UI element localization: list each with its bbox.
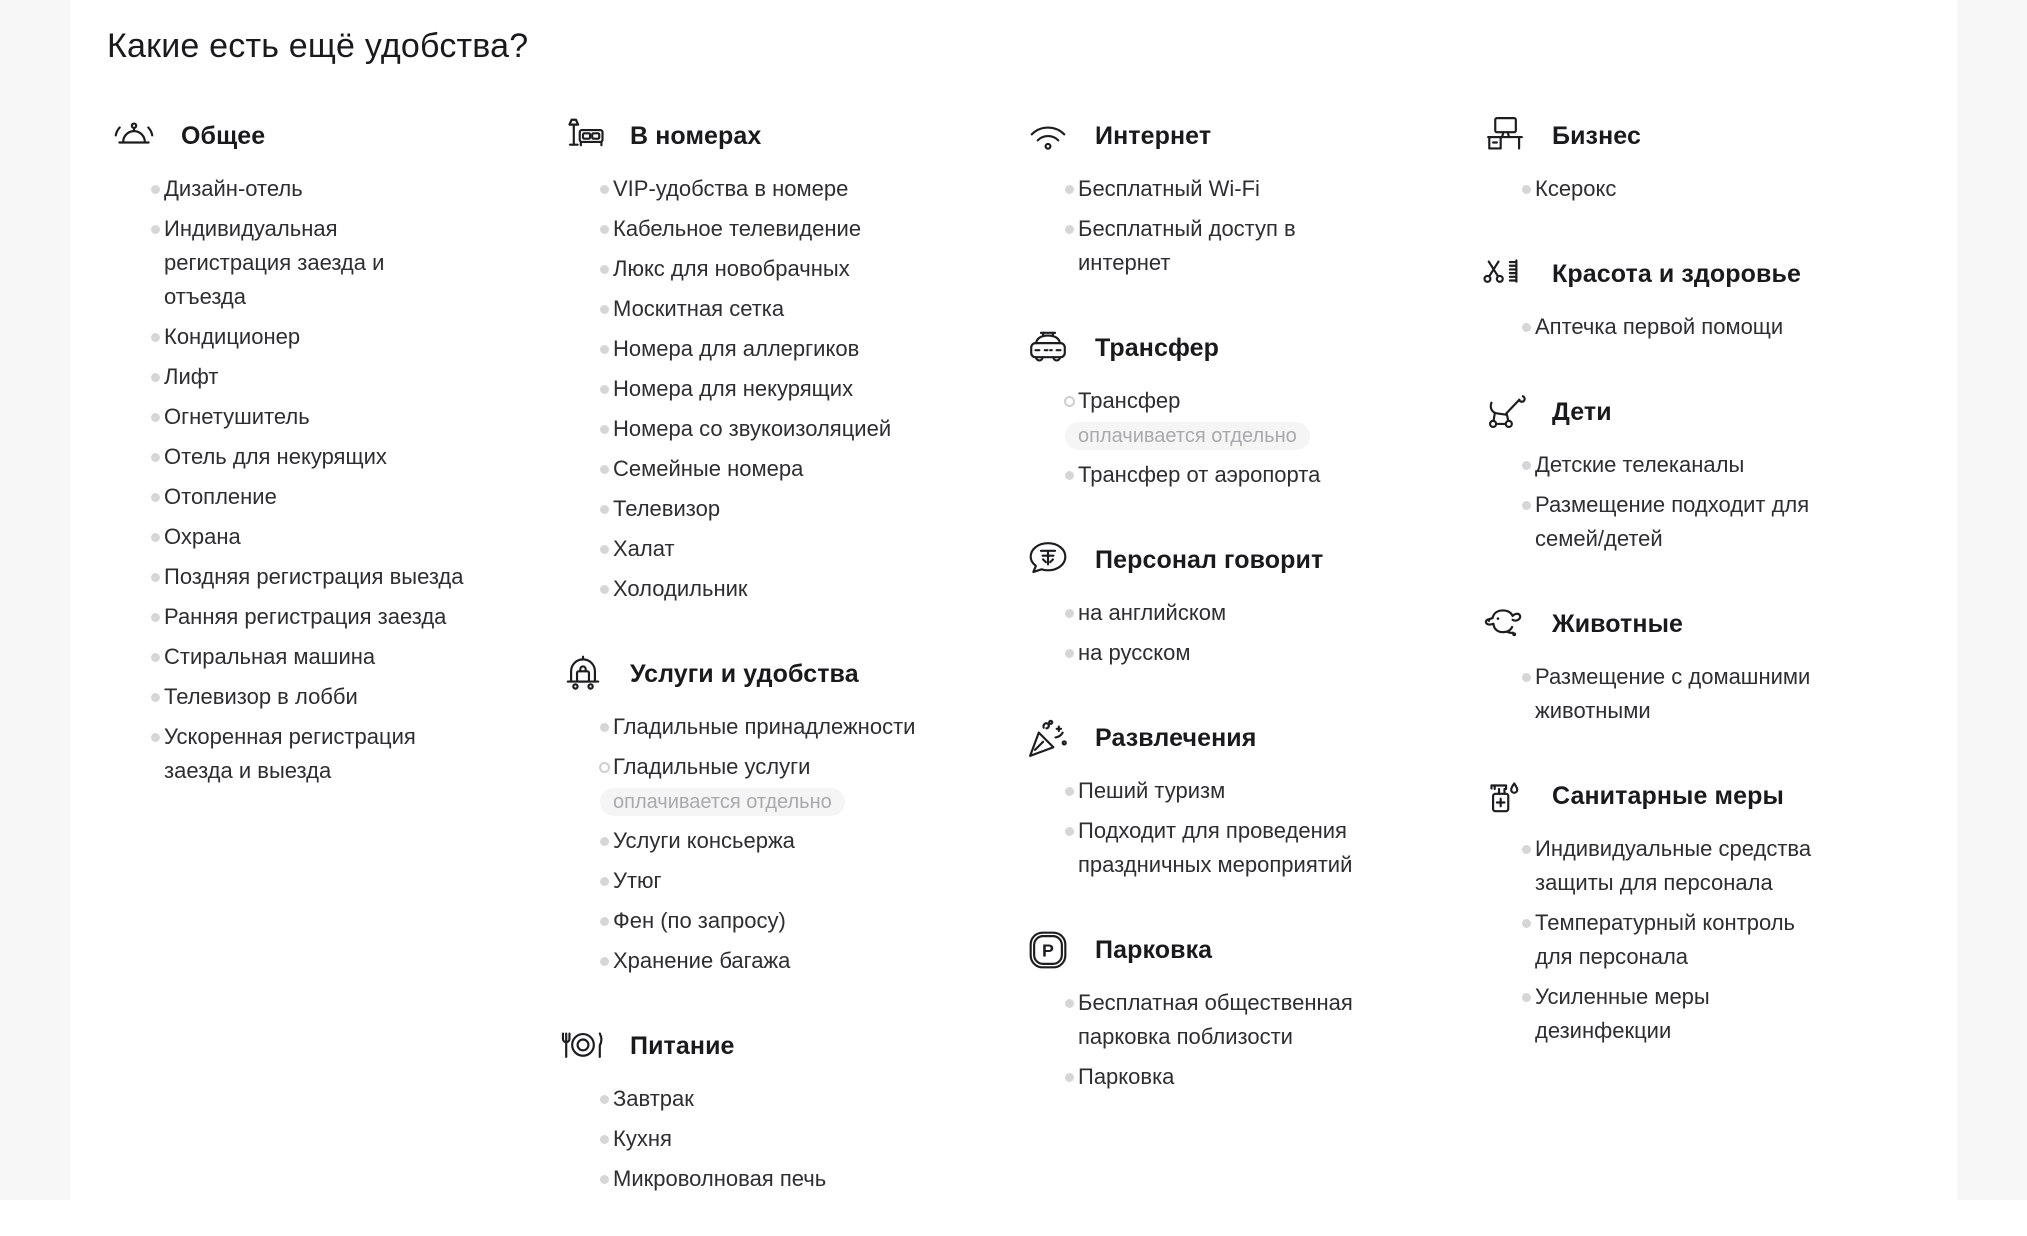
bullet-icon [1064, 396, 1075, 407]
amenity-item-label: Ранняя регистрация заезда [164, 604, 447, 629]
amenity-item-label: Хранение багажа [613, 948, 791, 973]
amenity-list [1021, 596, 1478, 670]
amenity-item-label: Бесплатный Wi-Fi [1078, 176, 1260, 201]
amenity-item [1021, 636, 1478, 670]
amenity-item [1021, 814, 1478, 882]
bullet-icon [600, 425, 609, 434]
bullet-icon [151, 733, 160, 742]
amenity-item-label: Услуги консьержа [613, 828, 795, 853]
amenity-item [556, 1122, 1021, 1156]
amenity-item-body [1078, 458, 1390, 492]
amenity-item-label: на английском [1078, 600, 1227, 625]
amenity-item [1478, 906, 1908, 974]
amenity-item-body [164, 212, 466, 314]
bullet-icon [1065, 471, 1074, 480]
amenity-item-body [1535, 906, 1835, 974]
amenity-item-body [164, 520, 466, 554]
amenity-section-header [556, 646, 1021, 702]
amenity-item-label: Размещение подходит для семей/детей [1535, 492, 1810, 551]
bullet-icon [600, 465, 609, 474]
amenity-list [1021, 774, 1478, 882]
amenity-item-label: Индивидуальная регистрация заезда и отъезда [164, 216, 385, 309]
amenity-item [556, 944, 1021, 978]
amenity-item-body [613, 1162, 973, 1196]
amenity-list [556, 1082, 1021, 1196]
bullet-icon [151, 493, 160, 502]
party-popper-icon [1021, 711, 1075, 765]
amenity-item [1478, 448, 1908, 482]
amenity-section [1478, 596, 1908, 728]
amenity-section-header [1021, 710, 1478, 766]
amenity-section-title: Бизнес [1552, 121, 1641, 150]
amenity-item [107, 560, 556, 594]
amenity-item [556, 372, 1021, 406]
amenity-section [1021, 710, 1478, 882]
amenity-section-header [107, 108, 556, 164]
bullet-icon [600, 505, 609, 514]
amenity-item-body [613, 904, 973, 938]
amenity-item-label: Ускоренная регистрация заезда и выезда [164, 724, 416, 783]
amenity-item-label: Люкс для новобрачных [613, 256, 850, 281]
amenity-item-label: Гладильные услуги [613, 754, 811, 779]
bullet-icon [151, 413, 160, 422]
stroller-icon [1478, 385, 1532, 439]
amenity-item [556, 710, 1021, 744]
amenity-section-title: Питание [630, 1031, 735, 1060]
amenity-list [1478, 660, 1908, 728]
amenity-item [556, 824, 1021, 858]
bullet-icon [600, 225, 609, 234]
bullet-icon [151, 373, 160, 382]
bullet-icon [600, 837, 609, 846]
bullet-icon [1065, 185, 1074, 194]
amenity-item-label: Подходит для проведения праздничных мероприятий [1078, 818, 1353, 877]
amenity-item-body [1535, 488, 1835, 556]
bullet-icon [1522, 673, 1531, 682]
amenity-item-body [613, 532, 973, 566]
amenity-list [1478, 310, 1908, 344]
amenity-section-title: Трансфер [1095, 333, 1220, 362]
amenity-item [1478, 172, 1908, 206]
amenity-item-body [164, 680, 466, 714]
amenity-item-body [1535, 832, 1835, 900]
amenity-item-label: на русском [1078, 640, 1191, 665]
amenity-item [556, 572, 1021, 606]
amenity-section [107, 108, 556, 788]
amenity-item-body [164, 320, 466, 354]
bullet-icon [1065, 609, 1074, 618]
amenity-item [107, 680, 556, 714]
amenity-section-header [556, 1018, 1021, 1074]
bullet-icon [151, 613, 160, 622]
amenity-item-body [613, 1122, 973, 1156]
bullet-icon [600, 345, 609, 354]
amenity-section-header [1021, 532, 1478, 588]
bullet-icon [1522, 845, 1531, 854]
amenities-column [1021, 108, 1478, 1134]
bullet-icon [600, 185, 609, 194]
bullet-icon [1065, 787, 1074, 796]
bullet-icon [1065, 225, 1074, 234]
amenity-item [107, 360, 556, 394]
amenity-item-label: Семейные номера [613, 456, 804, 481]
amenity-item [1478, 980, 1908, 1048]
amenity-item-body [1078, 384, 1390, 452]
amenity-item-label: Холодильник [613, 576, 748, 601]
amenity-item-label: Пеший туризм [1078, 778, 1226, 803]
amenity-section-header [1021, 320, 1478, 376]
amenity-section [556, 108, 1021, 606]
amenity-list [1021, 172, 1478, 280]
amenity-item-label: Аптечка первой помощи [1535, 314, 1784, 339]
amenity-item-label: Усиленные меры дезинфекции [1535, 984, 1710, 1043]
amenity-item-label: Дизайн-отель [164, 176, 303, 201]
bullet-icon [151, 573, 160, 582]
amenity-item [1478, 310, 1908, 344]
amenity-item-body [1535, 172, 1835, 206]
amenity-item-label: Микроволновая печь [613, 1166, 827, 1191]
amenity-item [556, 750, 1021, 818]
amenity-list [1478, 832, 1908, 1048]
amenity-list [1021, 986, 1478, 1094]
amenity-section-title: Санитарные меры [1552, 781, 1784, 810]
amenity-item-body [164, 600, 466, 634]
amenity-item-label: Номера со звукоизоляцией [613, 416, 892, 441]
amenity-item-label: Трансфер от аэропорта [1078, 462, 1321, 487]
amenity-item-body [1535, 980, 1835, 1048]
amenity-item-body [613, 292, 973, 326]
amenity-list [1478, 172, 1908, 206]
amenity-item-label: Телевизор [613, 496, 721, 521]
amenity-item [107, 400, 556, 434]
bullet-icon [600, 1175, 609, 1184]
bullet-icon [600, 385, 609, 394]
amenity-item-body [164, 360, 466, 394]
amenity-item-body [613, 372, 973, 406]
amenity-section [1021, 532, 1478, 670]
amenity-section-title: В номерах [630, 121, 762, 150]
wifi-icon [1021, 109, 1075, 163]
amenities-columns [107, 108, 2027, 1236]
bullet-icon [600, 1095, 609, 1104]
amenity-item-body [613, 252, 973, 286]
amenity-item-label: Поздняя регистрация выезда [164, 564, 464, 589]
bullet-icon [600, 917, 609, 926]
amenity-section-title: Парковка [1095, 935, 1213, 964]
amenity-item [1478, 832, 1908, 900]
amenity-item [556, 1082, 1021, 1116]
bullet-icon [600, 305, 609, 314]
dining-icon [556, 1019, 610, 1073]
amenity-item-label: Отель для некурящих [164, 444, 387, 469]
amenity-item-label: Огнетушитель [164, 404, 310, 429]
amenity-section-header [1021, 922, 1478, 978]
amenity-section-header [1478, 108, 1908, 164]
amenity-section [1478, 768, 1908, 1048]
amenity-item-label: Завтрак [613, 1086, 694, 1111]
amenity-item-body [613, 1082, 973, 1116]
luggage-cart-icon [556, 647, 610, 701]
amenity-item [107, 440, 556, 474]
amenity-item-body [164, 400, 466, 434]
amenity-item-body [1078, 172, 1390, 206]
bullet-icon [1065, 1073, 1074, 1082]
amenity-item-label: Кухня [613, 1126, 672, 1151]
amenity-item-label: Бесплатный доступ в интернет [1078, 216, 1296, 275]
amenity-item-label: Лифт [164, 364, 219, 389]
amenity-item-body [164, 720, 466, 788]
bullet-icon [1522, 919, 1531, 928]
amenity-item-label: Кондиционер [164, 324, 301, 349]
amenity-item-body [164, 172, 466, 206]
amenity-item [556, 172, 1021, 206]
amenity-item [1021, 774, 1478, 808]
amenity-item-label: Кабельное телевидение [613, 216, 862, 241]
amenity-item-body [164, 480, 466, 514]
amenity-item-label: Температурный контроль для персонала [1535, 910, 1795, 969]
amenity-item [1021, 172, 1478, 206]
bullet-icon [600, 1135, 609, 1144]
bullet-icon [1522, 323, 1531, 332]
amenity-item-body [1078, 212, 1390, 280]
amenity-section-header [1478, 384, 1908, 440]
amenities-column [1478, 108, 1908, 1088]
amenity-item [107, 320, 556, 354]
amenity-list [1021, 384, 1478, 492]
dog-icon [1478, 597, 1532, 651]
amenity-item-label: Детские телеканалы [1535, 452, 1745, 477]
amenity-item [556, 412, 1021, 446]
amenity-item-body [613, 452, 973, 486]
bullet-icon [1065, 999, 1074, 1008]
amenity-item-body [164, 560, 466, 594]
amenity-item-label: Халат [613, 536, 675, 561]
amenity-item-label: Индивидуальные средства защиты для персонала [1535, 836, 1812, 895]
bullet-icon [1522, 501, 1531, 510]
speech-bubble-icon [1021, 533, 1075, 587]
amenity-item-body [1078, 636, 1390, 670]
amenity-section-title: Красота и здоровье [1552, 259, 1801, 288]
bullet-icon [600, 957, 609, 966]
sanitizer-icon [1478, 769, 1532, 823]
parking-icon [1021, 923, 1075, 977]
amenity-item [556, 904, 1021, 938]
amenity-item-body [613, 492, 973, 526]
amenity-item [556, 212, 1021, 246]
scissors-comb-icon [1478, 247, 1532, 301]
business-desk-icon [1478, 109, 1532, 163]
paid-separately-badge: оплачивается отдельно [600, 788, 845, 816]
bullet-icon [151, 185, 160, 194]
amenity-section-header [1478, 768, 1908, 824]
amenity-item-body [1078, 774, 1390, 808]
amenity-section-title: Персонал говорит [1095, 545, 1324, 574]
bed-icon [556, 109, 610, 163]
bullet-icon [1522, 461, 1531, 470]
bullet-icon [1522, 185, 1531, 194]
amenity-section-header [1021, 108, 1478, 164]
amenity-section-header [1478, 246, 1908, 302]
bullet-icon [151, 653, 160, 662]
amenity-item-label: Фен (по запросу) [613, 908, 786, 933]
amenity-item [107, 640, 556, 674]
reception-bell-icon [107, 109, 161, 163]
amenity-section [1021, 320, 1478, 492]
amenity-item [556, 252, 1021, 286]
amenity-item-body [613, 172, 973, 206]
amenity-item [1021, 212, 1478, 280]
amenity-item-body [164, 440, 466, 474]
amenity-list [107, 172, 556, 788]
amenity-item [1021, 458, 1478, 492]
amenity-item [107, 212, 556, 314]
bullet-icon [151, 453, 160, 462]
amenity-item [1478, 660, 1908, 728]
amenity-item-label: Гладильные принадлежности [613, 714, 916, 739]
amenity-section-header [1478, 596, 1908, 652]
amenity-item [556, 452, 1021, 486]
amenity-item-body [1535, 660, 1835, 728]
amenity-section [1478, 108, 1908, 206]
amenity-section-title: Услуги и удобства [630, 659, 859, 688]
bullet-icon [151, 333, 160, 342]
svg-text:P: P [1042, 940, 1054, 961]
amenity-section [556, 646, 1021, 978]
amenity-item-label: Парковка [1078, 1064, 1175, 1089]
amenity-item [1478, 488, 1908, 556]
amenity-item-label: Бесплатная общественная парковка поблизости [1078, 990, 1353, 1049]
amenity-section [556, 1018, 1021, 1196]
amenity-item [556, 532, 1021, 566]
bullet-icon [1065, 827, 1074, 836]
amenity-item-body [1078, 814, 1390, 882]
amenity-item-body [1535, 310, 1835, 344]
amenity-section [1478, 384, 1908, 556]
amenity-item-label: Трансфер [1078, 388, 1181, 413]
amenity-item-label: Номера для аллергиков [613, 336, 860, 361]
amenity-item-body [613, 332, 973, 366]
amenity-item-label: Телевизор в лобби [164, 684, 358, 709]
bullet-icon [151, 693, 160, 702]
transfer-car-icon [1021, 321, 1075, 375]
amenity-item [107, 172, 556, 206]
amenity-section [1021, 108, 1478, 280]
bullet-icon [600, 585, 609, 594]
amenity-item [556, 492, 1021, 526]
amenity-item-body [613, 212, 973, 246]
amenity-item-body [613, 864, 973, 898]
amenity-item-label: Отопление [164, 484, 277, 509]
amenities-column [107, 108, 556, 828]
amenity-section-title: Развлечения [1095, 723, 1257, 752]
bullet-icon [600, 723, 609, 732]
amenity-item-body [613, 824, 973, 858]
amenity-item-label: Ксерокс [1535, 176, 1617, 201]
amenity-item [107, 520, 556, 554]
amenity-item [556, 332, 1021, 366]
amenity-item [1021, 596, 1478, 630]
amenity-item-label: Стиральная машина [164, 644, 376, 669]
amenity-list [556, 172, 1021, 606]
amenity-item-label: Москитная сетка [613, 296, 785, 321]
paid-separately-badge: оплачивается отдельно [1065, 422, 1310, 450]
amenity-item-body [1535, 448, 1835, 482]
amenity-item [107, 480, 556, 514]
amenity-item [556, 864, 1021, 898]
amenity-section-title: Животные [1552, 609, 1684, 638]
amenity-section-header [556, 108, 1021, 164]
amenity-item-body [613, 750, 973, 818]
amenity-list [556, 710, 1021, 978]
amenity-item [1021, 1060, 1478, 1094]
amenity-item [1021, 986, 1478, 1054]
amenity-item-body [1078, 596, 1390, 630]
amenity-item-body [613, 710, 973, 744]
amenity-item-label: Размещение с домашними животными [1535, 664, 1811, 723]
amenity-item-label: VIP-удобства в номере [613, 176, 849, 201]
amenity-section-title: Интернет [1095, 121, 1212, 150]
amenity-section-title: Общее [181, 121, 266, 150]
bullet-icon [1065, 649, 1074, 658]
amenity-item [556, 292, 1021, 326]
amenity-item-label: Утюг [613, 868, 662, 893]
amenity-item [556, 1162, 1021, 1196]
page-title: Какие есть ещё удобства? [107, 27, 529, 65]
amenity-section [1021, 922, 1478, 1094]
amenity-section [1478, 246, 1908, 344]
bullet-icon [151, 533, 160, 542]
bullet-icon [599, 762, 610, 773]
amenity-item-label: Охрана [164, 524, 241, 549]
amenity-item [107, 600, 556, 634]
amenity-section-title: Дети [1552, 397, 1612, 426]
amenity-item-body [1078, 986, 1390, 1054]
bullet-icon [1522, 993, 1531, 1002]
amenity-item-label: Номера для некурящих [613, 376, 854, 401]
amenity-item-body [613, 412, 973, 446]
amenity-item-body [164, 640, 466, 674]
bullet-icon [600, 877, 609, 886]
amenities-column [556, 108, 1021, 1236]
amenity-item-body [613, 572, 973, 606]
bullet-icon [600, 265, 609, 274]
amenity-list [1478, 448, 1908, 556]
amenity-item [1021, 384, 1478, 452]
amenity-item-body [1078, 1060, 1390, 1094]
amenity-item-body [613, 944, 973, 978]
bullet-icon [151, 225, 160, 234]
amenity-item [107, 720, 556, 788]
bullet-icon [600, 545, 609, 554]
